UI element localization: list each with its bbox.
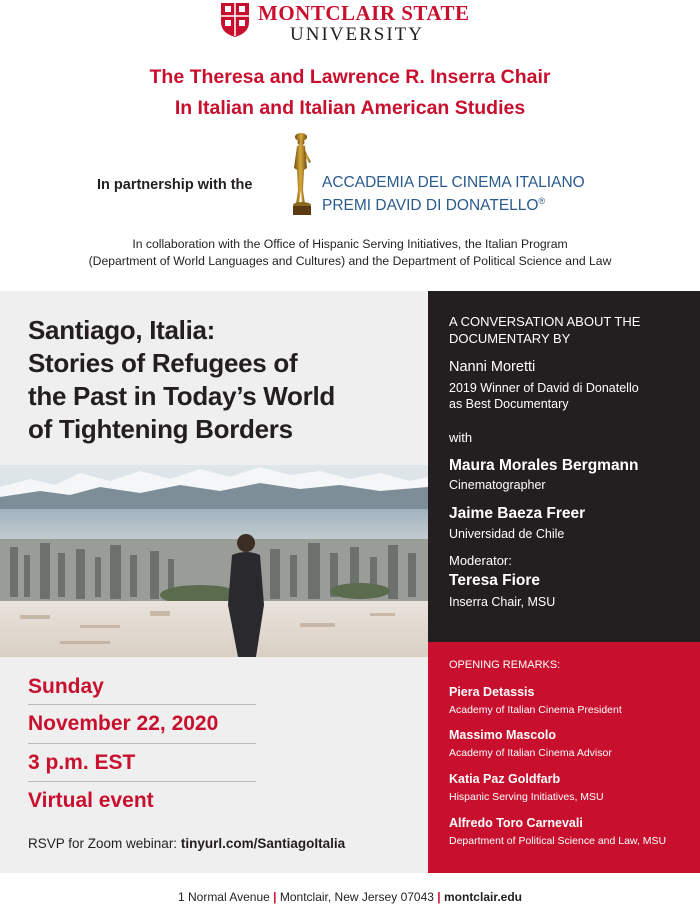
footer-address: 1 Normal Avenue bbox=[177, 890, 270, 904]
conversation-intro-line-2: DOCUMENTARY BY bbox=[449, 331, 571, 346]
moderator-name: Teresa Fiore bbox=[449, 572, 541, 589]
rsvp-link[interactable]: tinyurl.com/SantiagoItalia bbox=[180, 836, 346, 851]
collaboration-note bbox=[0, 236, 700, 270]
speaker-name-1: Piera Detassis bbox=[449, 685, 535, 699]
footer-separator-2: | bbox=[437, 890, 441, 904]
rsvp-line bbox=[28, 836, 345, 851]
chair-title-line-2: In Italian and Italian American Studies bbox=[174, 97, 526, 119]
speaker-role-4: Department of Political Science and Law, MSU bbox=[449, 835, 667, 847]
director-name: Nanni Moretti bbox=[449, 359, 536, 375]
moderator-role: Inserra Chair, MSU bbox=[449, 595, 556, 609]
rsvp-label: RSVP for Zoom webinar: bbox=[28, 836, 178, 851]
speaker-name-4: Alfredo Toro Carnevali bbox=[449, 816, 583, 830]
moderator-label: Moderator: bbox=[449, 553, 512, 568]
event-date: November 22, 2020 bbox=[28, 712, 219, 735]
event-day: Sunday bbox=[28, 675, 104, 698]
speaker-name-3: Katia Paz Goldfarb bbox=[449, 772, 561, 786]
event-time: 3 p.m. EST bbox=[28, 751, 136, 774]
speaker-role-1: Academy of Italian Cinema President bbox=[449, 704, 622, 716]
event-title bbox=[28, 314, 423, 446]
david-statue-icon bbox=[288, 132, 314, 216]
speaker-role-3: Hispanic Serving Initiatives, MSU bbox=[449, 791, 604, 803]
award-line-2: as Best Documentary bbox=[449, 397, 569, 411]
footer bbox=[0, 890, 700, 904]
santiago-city-photo bbox=[0, 465, 428, 657]
guest-role-1: Cinematographer bbox=[449, 478, 546, 492]
award-note bbox=[449, 380, 639, 412]
footer-city: Montclair, New Jersey 07043 bbox=[279, 890, 434, 904]
guest-name-2: Jaime Baeza Freer bbox=[449, 505, 586, 522]
accademia-line-1: ACCADEMIA DEL CINEMA ITALIANO bbox=[322, 174, 585, 191]
logo-name: MONTCLAIR STATE bbox=[258, 1, 470, 25]
collaboration-line-1: In collaboration with the Office of Hispanic Serving Initiatives, the Italian Program bbox=[132, 237, 568, 251]
footer-website[interactable]: montclair.edu bbox=[443, 890, 523, 904]
date-divider-3 bbox=[28, 781, 256, 782]
event-title-line-3: the Past in Today’s World bbox=[28, 381, 335, 411]
university-logo bbox=[220, 2, 470, 46]
date-divider-1 bbox=[28, 704, 256, 705]
conversation-intro-line-1: A CONVERSATION ABOUT THE bbox=[449, 314, 641, 329]
partnership-label: In partnership with the bbox=[97, 177, 253, 193]
guest-name-1: Maura Morales Bergmann bbox=[449, 457, 639, 474]
speaker-role-2: Academy of Italian Cinema Advisor bbox=[449, 747, 612, 759]
logo-subname: UNIVERSITY bbox=[290, 24, 424, 45]
date-divider-2 bbox=[28, 743, 256, 744]
collaboration-line-2: (Department of World Languages and Cultures) and the Department of Political Science and Law bbox=[88, 254, 612, 268]
award-line-1: 2019 Winner of David di Donatello bbox=[449, 381, 639, 395]
chair-title-line-1: The Theresa and Lawrence R. Inserra Chair bbox=[149, 66, 551, 88]
event-format: Virtual event bbox=[28, 789, 154, 812]
accademia-line-2-text: PREMI DAVID DI DONATELLO bbox=[322, 197, 539, 215]
with-label: with bbox=[449, 430, 473, 445]
event-title-line-4: of Tightening Borders bbox=[28, 414, 293, 444]
footer-separator-1: | bbox=[273, 890, 277, 904]
conversation-intro bbox=[449, 313, 640, 347]
accademia-line-2 bbox=[322, 192, 585, 215]
accademia-name bbox=[322, 174, 585, 215]
event-title-line-2: Stories of Refugees of bbox=[28, 348, 298, 378]
registered-mark: ® bbox=[538, 196, 546, 206]
speaker-name-2: Massimo Mascolo bbox=[449, 728, 556, 742]
chair-title bbox=[0, 62, 700, 124]
guest-role-2: Universidad de Chile bbox=[449, 527, 565, 541]
university-shield-icon bbox=[220, 2, 250, 38]
remarks-heading: OPENING REMARKS: bbox=[449, 659, 561, 671]
event-title-line-1: Santiago, Italia: bbox=[28, 315, 216, 345]
